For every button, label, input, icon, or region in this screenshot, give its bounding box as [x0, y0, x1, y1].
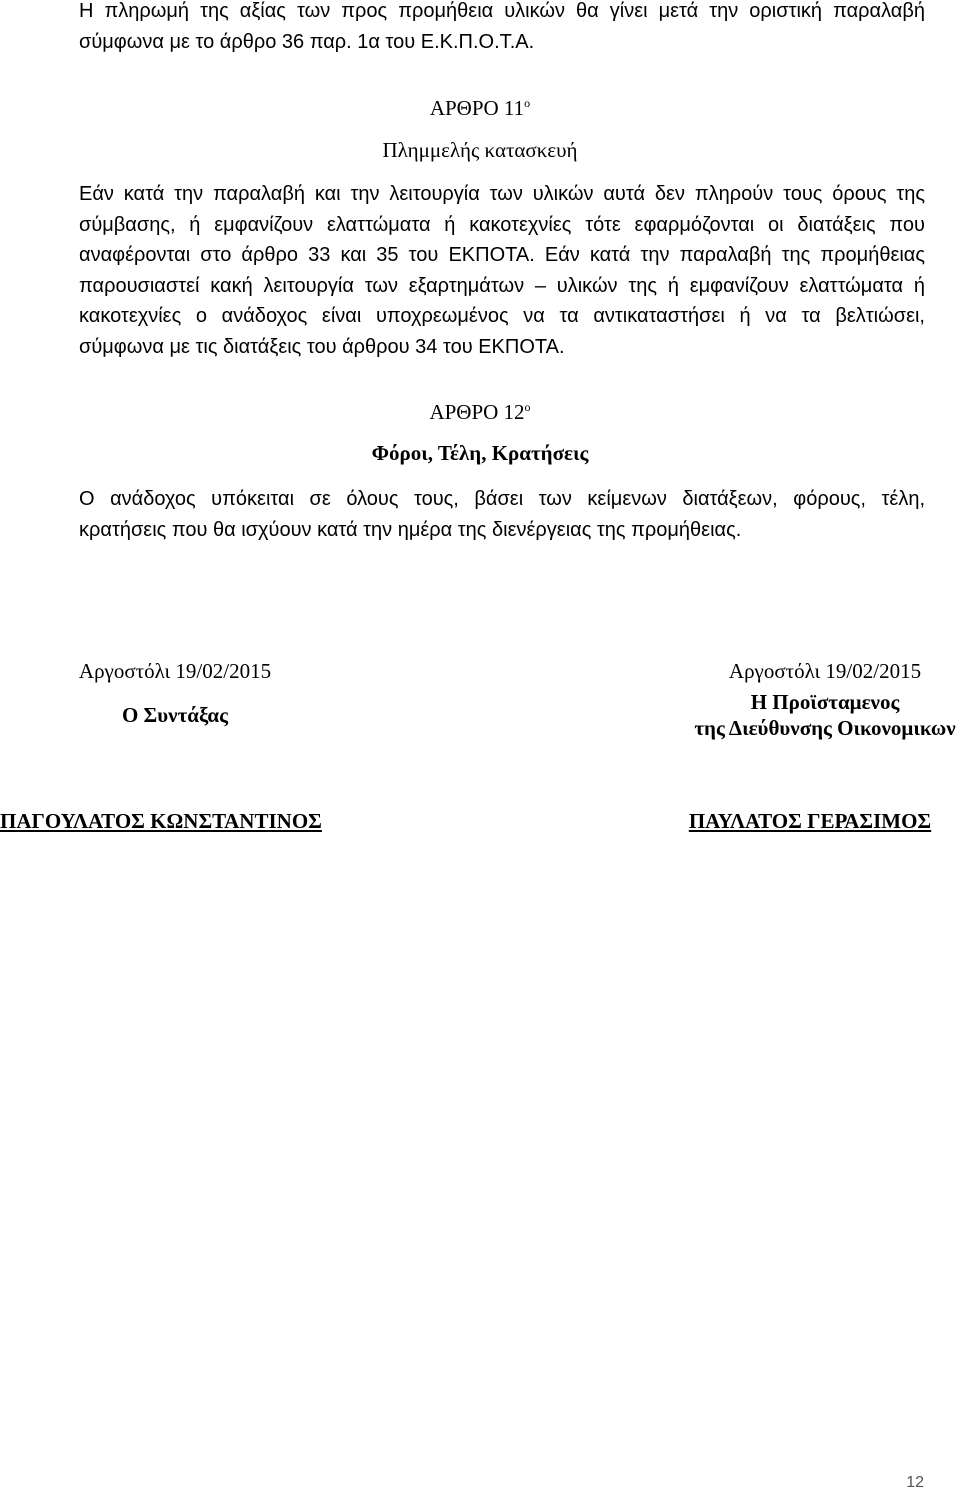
article-12-superscript: ο — [524, 400, 531, 414]
left-signatory-name: ΠΑΓΟΥΛΑΤΟΣ ΚΩΝΣΤΑΝΤΙΝΟΣ — [0, 809, 322, 833]
page-number: 12 — [906, 1474, 924, 1491]
intro-line: Η πληρωμή της αξίας των προς προμήθεια υλικών θα γίνει μετά την οριστική παραλαβή — [79, 0, 925, 22]
article-12-number-text: ΑΡΘΡΟ 12 — [429, 400, 525, 424]
intro-line: σύμφωνα με το άρθρο 36 παρ. 1α του Ε.Κ.Π.Ο.Τ.Α. — [79, 30, 535, 53]
left-place-date: Αργοστόλι 19/02/2015 — [78, 659, 272, 683]
article-11-paragraph — [79, 179, 925, 363]
left-signatory-role: Ο Συντάξας — [121, 703, 229, 727]
right-place-date: Αργοστόλι 19/02/2015 — [728, 659, 922, 683]
article-11-line: παρουσιαστεί κακή λειτουργία των εξαρτημάτων – υλικών της ή εμφανίζουν ελαττώματα ή — [79, 274, 925, 297]
article-11-line: σύμφωνα με τις διατάξεις του άρθρου 34 του ΕΚΠΟΤΑ. — [79, 335, 565, 358]
article-11-superscript: ο — [524, 96, 531, 110]
article-12-title: Φόροι, Τέλη, Κρατήσεις — [371, 441, 589, 465]
right-signatory-role-line1: Η Προϊσταμενος — [750, 690, 900, 714]
right-signatory-name: ΠΑΥΛΑΤΟΣ ΓΕΡΑΣΙΜΟΣ — [688, 809, 932, 833]
intro-paragraph — [79, 0, 925, 57]
article-11-number — [0, 96, 960, 121]
article-11-number-text: ΑΡΘΡΟ 11 — [429, 96, 525, 120]
article-11-line: κακοτεχνίες ο ανάδοχος είναι υποχρεωμένος να τα αντικαταστήσει ή να τα βελτιώσει, — [79, 305, 925, 328]
article-12-paragraph — [79, 484, 925, 545]
right-signatory-role-line2: της Διεύθυνσης Οικονομικων — [694, 716, 956, 740]
article-12-line: Ο ανάδοχος υπόκειται σε όλους τους, βάσει των κείμενων διατάξεων, φόρους, τέλη, — [79, 488, 925, 510]
article-11-title: Πλημμελής κατασκευή — [382, 138, 578, 162]
article-12-line: κρατήσεις που θα ισχύουν κατά την ημέρα της διενέργειας της προμήθειας. — [79, 518, 742, 541]
article-12-number — [0, 400, 960, 425]
article-11-line: σύμβασης, ή εμφανίζουν ελαττώματα ή κακοτεχνίες τότε εφαρμόζονται οι διατάξεις που — [79, 213, 925, 236]
article-11-line: αναφέρονται στο άρθρο 33 και 35 του ΕΚΠΟΤΑ. Εάν κατά την παραλαβή της προμήθειας — [79, 244, 925, 267]
article-11-line: Εάν κατά την παραλαβή και την λειτουργία των υλικών αυτά δεν πληρούν τους όρους της — [79, 183, 925, 205]
